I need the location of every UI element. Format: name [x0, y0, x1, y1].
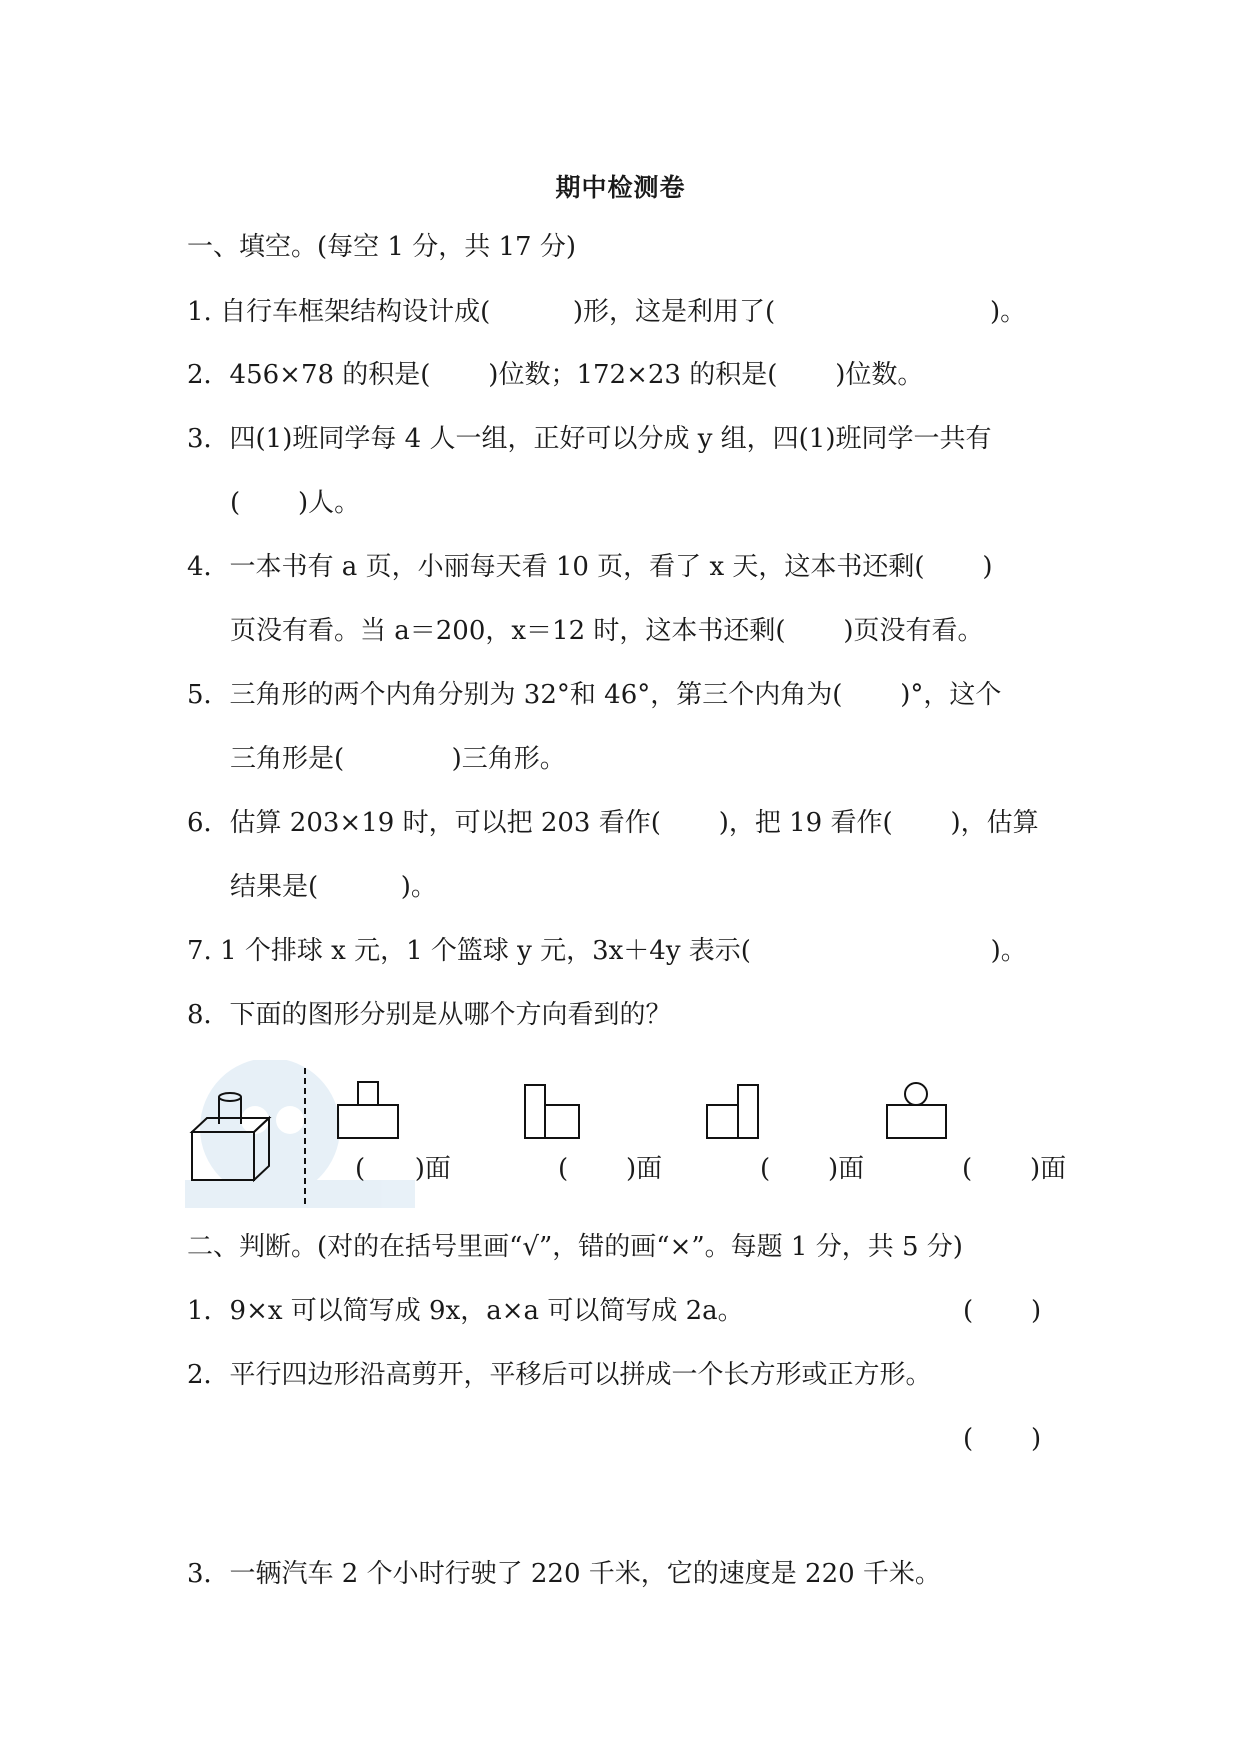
view-caption-2: ( )面 — [558, 1154, 663, 1184]
view-figures — [185, 1060, 1105, 1210]
judge-question-1: 1．9×x 可以简写成 9x，a×a 可以简写成 2a。 — [187, 1296, 744, 1326]
view-caption-4: ( )面 — [962, 1154, 1067, 1184]
question-1-2: 2．456×78 的积是( )位数；172×23 的积是( )位数。 — [187, 360, 924, 390]
view-caption-3: ( )面 — [760, 1154, 865, 1184]
question-1-1: 1. 自行车框架结构设计成( )形，这是利用了( )。 — [187, 297, 1027, 327]
question-1-5-line2: 三角形是( )三角形。 — [230, 744, 566, 774]
view-shape-3 — [707, 1085, 758, 1138]
question-1-3-line1: 3．四(1)班同学每 4 人一组，正好可以分成 y 组，四(1)班同学一共有 — [187, 424, 992, 454]
page-title: 期中检测卷 — [555, 173, 686, 202]
question-1-4-line2: 页没有看。当 a＝200，x＝12 时，这本书还剩( )页没有看。 — [230, 616, 984, 646]
question-1-3-line2: ( )人。 — [230, 488, 361, 518]
judge-question-2: 2．平行四边形沿高剪开，平移后可以拼成一个长方形或正方形。 — [187, 1360, 932, 1390]
question-1-6-line1: 6．估算 203×19 时，可以把 203 看作( )，把 19 看作( )，估算 — [187, 808, 1039, 838]
judge-answer-bracket-1: ( ) — [963, 1296, 1042, 1326]
section2-heading: 二、判断。(对的在括号里画“√”，错的画“×”。每题 1 分，共 5 分) — [187, 1232, 963, 1262]
question-1-4-line1: 4．一本书有 a 页，小丽每天看 10 页，看了 x 天，这本书还剩( ) — [187, 552, 993, 582]
question-1-8: 8．下面的图形分别是从哪个方向看到的？ — [187, 1000, 672, 1030]
judge-answer-bracket-2: ( ) — [963, 1424, 1042, 1454]
section1-heading: 一、填空。(每空 1 分，共 17 分) — [187, 232, 576, 262]
question-1-7: 7. 1 个排球 x 元，1 个篮球 y 元，3x＋4y 表示( )。 — [187, 936, 1027, 966]
view-caption-1: ( )面 — [355, 1154, 451, 1184]
question-1-5-line1: 5．三角形的两个内角分别为 32°和 46°，第三个内角为( )°，这个 — [187, 680, 1002, 710]
view-shape-1 — [338, 1082, 398, 1138]
judge-question-3: 3．一辆汽车 2 个小时行驶了 220 千米，它的速度是 220 千米。 — [187, 1559, 941, 1589]
question-1-6-line2: 结果是( )。 — [230, 872, 437, 902]
view-shape-4 — [887, 1083, 946, 1138]
view-shape-2 — [525, 1085, 579, 1138]
